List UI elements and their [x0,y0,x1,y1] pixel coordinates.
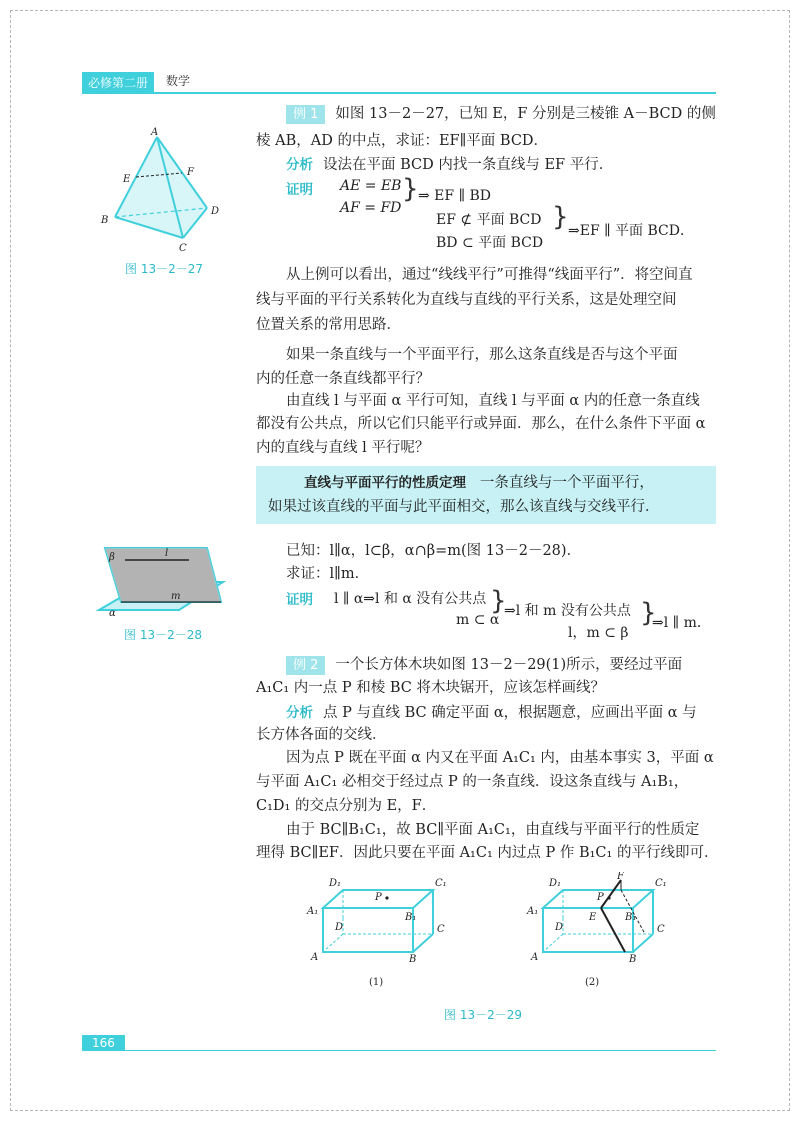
fig29a-sublabel: (1) [369,977,384,988]
para3-line2: 都没有公共点，所以它们只能平行或异面．那么，在什么条件下平面 α [256,416,706,432]
fig28-label-l: l [165,548,169,559]
theorem-title: 直线与平面平行的性质定理 [304,475,466,491]
fig29a-label-a1: A₁ [307,906,319,917]
fig29a-label-b: B [409,954,417,965]
fig28-caption: 图 13－2－28 [124,628,202,642]
fig29a-label-d: D [335,922,344,933]
header-tag: 必修第二册 [82,72,154,93]
example2-body2-line1: 由于 BC∥B₁C₁，故 BC∥平面 A₁C₁，由直线与平面平行的性质定 [286,822,700,838]
theorem-proof: 证明 l ∥ α⇒l 和 α 没有公共点 m ⊂ α } ⇒l 和 m 没有公共点 l，m ⊂ β } ⇒l ∥ m． [286,586,711,641]
fig29b-sublabel: (2) [585,977,600,988]
page-number: 166 [82,1035,125,1051]
theorem-line2: 如果过该直线的平面与此平面相交，那么该直线与交线平行． [268,499,660,515]
example2-line2: A₁C₁ 内一点 P 和棱 BC 将木块锯开，应该怎样画线？ [256,680,606,696]
example2-body1-line2: 与平面 A₁C₁ 必相交于经过点 P 的一条直线．设这条直线与 A₁B₁， [256,774,689,790]
example2-analysis2: 长方体各面的交线． [256,727,387,743]
example2-body2-line2: 理得 BC∥EF．因此只要在平面 A₁C₁ 内过点 P 作 B₁C₁ 的平行线即可． [256,845,719,861]
example1-line2: 棱 AB，AD 的中点，求证：EF∥平面 BCD． [256,133,549,149]
fig28-label-m: m [171,591,181,602]
para2-line2: 内的任意一条直线都平行？ [256,371,430,387]
para2-line1: 如果一条直线与一个平面平行，那么这条直线是否与这个平面 [286,347,678,363]
fig28-label-beta: β [109,552,115,563]
footer-rule [82,1050,716,1051]
fig29b-label-c1: C₁ [655,878,667,889]
fig29b-label-b1: B₁ [625,912,637,923]
fig29b-label-c: C [657,924,665,935]
fig29a-label-a: A [311,952,319,963]
para1-line1: 从上例可以看出，通过“线线平行”可推得“线面平行”．将空间直 [286,267,693,283]
fig29a-label-d1: D₁ [329,878,342,889]
example1-proof: 证明 AE = EB AF = FD } ⇒ EF ∥ BD EF ⊄ 平面 BCD BD ⊂ 平面 BCD } ⇒EF ∥ 平面 BCD． [286,174,694,251]
fig29b-label-b: B [629,954,637,965]
para3-line1: 由直线 l 与平面 α 平行可知，直线 l 与平面 α 内的任意一条直线 [286,393,700,409]
header-title: 数学 [166,74,191,88]
figure-13-2-28 [95,540,235,620]
known-line: 已知：l∥α，l⊂β，α∩β=m(图 13－2－28)． [286,543,582,559]
fig29b-label-d1: D₁ [549,878,562,889]
example1-analysis: 分析 设法在平面 BCD 内找一条直线与 EF 平行． [286,157,614,173]
figure-13-2-29-2 [525,872,675,997]
prove-line: 求证：l∥m． [286,566,370,582]
fig29a-label-p: P [375,892,382,903]
fig29b-label-a: A [531,952,539,963]
fig29b-label-a1: A₁ [527,906,539,917]
example2-body1-line3: C₁D₁ 的交点分别为 E，F． [256,798,437,814]
theorem-line1: 直线与平面平行的性质定理 一条直线与一个平面平行， [304,475,654,491]
example1-label: 例 1 [286,105,325,124]
fig27-label-e: E [123,174,131,185]
para3-line3: 内的直线与直线 l 平行呢？ [256,440,430,456]
theorem-box [256,466,716,524]
para1-line2: 线与平面的平行关系转化为直线与直线的平行关系，这是处理空间 [256,292,677,308]
fig29a-label-b1: B₁ [405,912,417,923]
fig27-label-f: F [187,167,194,178]
fig29-caption: 图 13－2－29 [444,1008,522,1022]
fig29a-label-c1: C₁ [435,878,447,889]
example2-label: 例 2 [286,656,325,675]
example2-line1: 例 2 一个长方体木块如图 13－2－29(1)所示，要经过平面 [286,652,682,679]
figure-13-2-29-1 [305,872,455,997]
fig28-label-alpha: α [109,608,116,619]
para1-line3: 位置关系的常用思路． [256,317,401,333]
fig29b-label-p: P [597,892,604,903]
fig29b-label-d: D [555,922,564,933]
header-rule [82,92,716,94]
fig27-label-a: A [151,127,159,138]
example1-line1: 例 1 如图 13－2－27，已知 E，F 分别是三棱锥 A－BCD 的侧 [286,101,716,128]
fig29b-label-e: E [589,912,597,923]
fig29b-label-f: F [617,872,624,882]
fig27-label-c: C [179,243,187,254]
fig29a-label-c: C [437,924,445,935]
example2-analysis1: 分析 点 P 与直线 BC 确定平面 α，根据题意，应画出平面 α 与 [286,705,697,721]
theorem-proof-keyword: 证明 [286,592,313,608]
example2-body1-line1: 因为点 P 既在平面 α 内又在平面 A₁C₁ 内，由基本事实 3，平面 α [286,750,714,766]
fig27-label-d: D [211,206,220,217]
fig27-label-b: B [101,215,109,226]
figure-13-2-27 [95,125,235,255]
fig27-caption: 图 13－2－27 [125,262,203,276]
example1-proof-keyword: 证明 [286,182,313,198]
